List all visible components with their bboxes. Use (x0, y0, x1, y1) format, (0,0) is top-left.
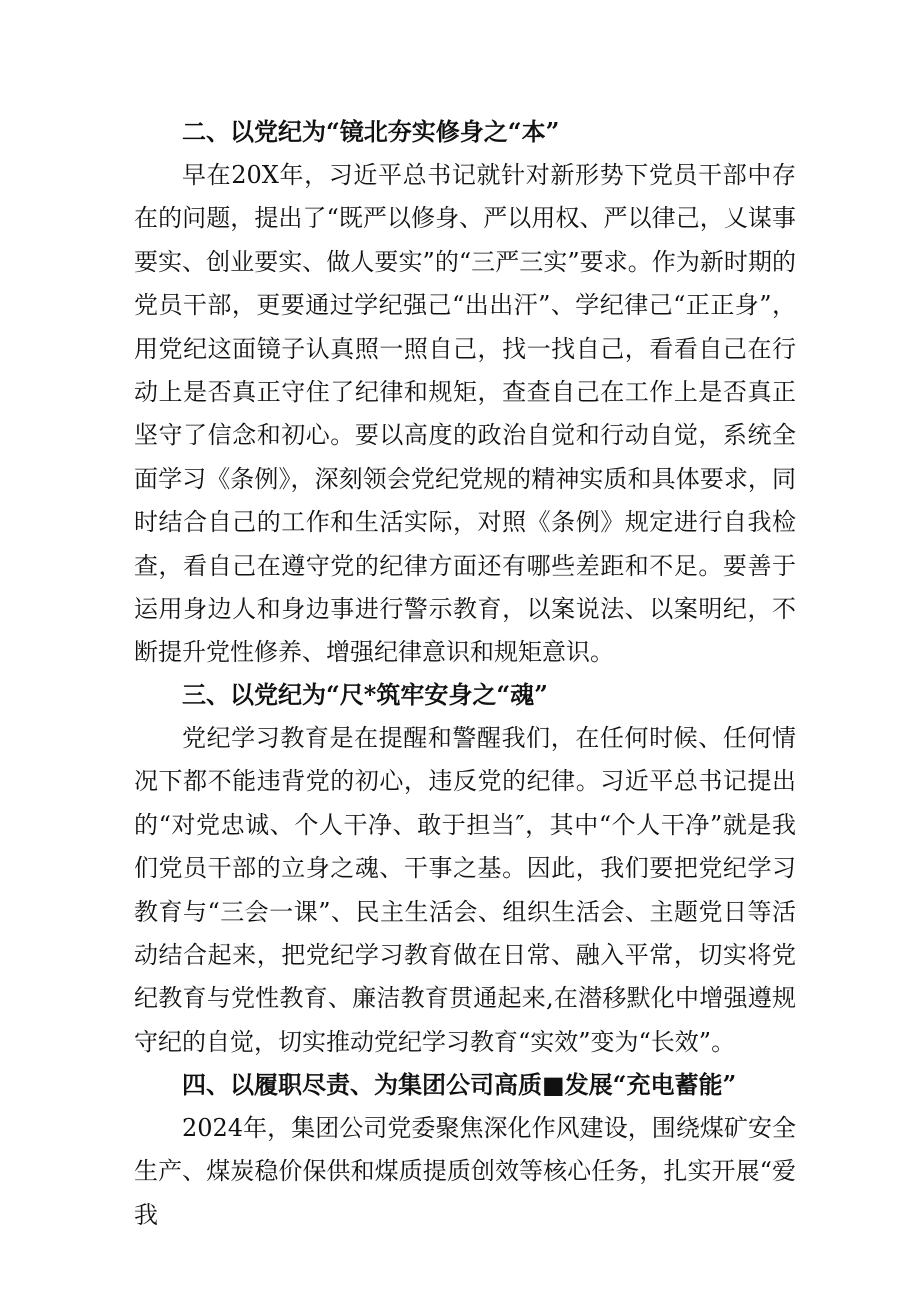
section-paragraph-2: 早在20X年，习近平总书记就针对新形势下党员干部中存在的问题，提出了“既严以修身、严以用权、严以律己，乂谋事要实、创业要实、做人要实”的“三严三实”要求。作为新时期的党员干部，更要通过学纪强己“出出汗”、学纪律己“正正身”，用党纪这面镜子认真照一照自己，找一找自己，看看自己在行动上是否真正守住了纪律和规矩，查查自己在工作上是否真正坚守了信念和初心。要以高度的政治自觉和行动自觉，系统全面学习《条例》，深刻领会党纪党规的精神实质和具体要求，同时结合自己的工作和生活实际，对照《条例》规定进行自我检查，看自己在遵守党的纪律方面还有哪些差距和不足。要善于运用身边人和身边事进行警示教育，以案说法、以案明纪，不断提升党性修养、增强纪律意识和规矩意识。 (134, 161, 796, 667)
section-heading-2: 二、以党纪为“镜北夯实修身之“本” (182, 117, 560, 146)
section-paragraph-3: 党纪学习教育是在提醒和警醒我们，在任何时候、任何情况下都不能违背党的初心，违反党的纪律。习近平总书记提出的“对党忠诚、个人干净、敢于担当″，其中“个人干净”就是我们党员干部的立身之魂、干事之基。因此，我们要把党纪学习教育与“三会一课”、民主生活会、组织生活会、主题党日等活动结合起来，把党纪学习教育做在日常、融入平常，切实将党纪教育与党性教育、廉洁教育贯通起来,在潜移默化中增强遵规守纪的自觉，切实推动党纪学习教育“实效”变为“长效”。 (134, 724, 796, 1056)
section-paragraph-4: 2024年，集团公司党委聚焦深化作风建设，围绕煤矿安全生产、煤炭稳价保供和煤质提质创效等核心任务，扎实开展“爱我 (134, 1114, 796, 1229)
section-heading-4: 四、以履职尽责、为集团公司高质■发展“充电蓄能” (182, 1070, 737, 1099)
section-heading-3: 三、以党纪为“尺*筑牢安身之“魂” (182, 680, 548, 709)
